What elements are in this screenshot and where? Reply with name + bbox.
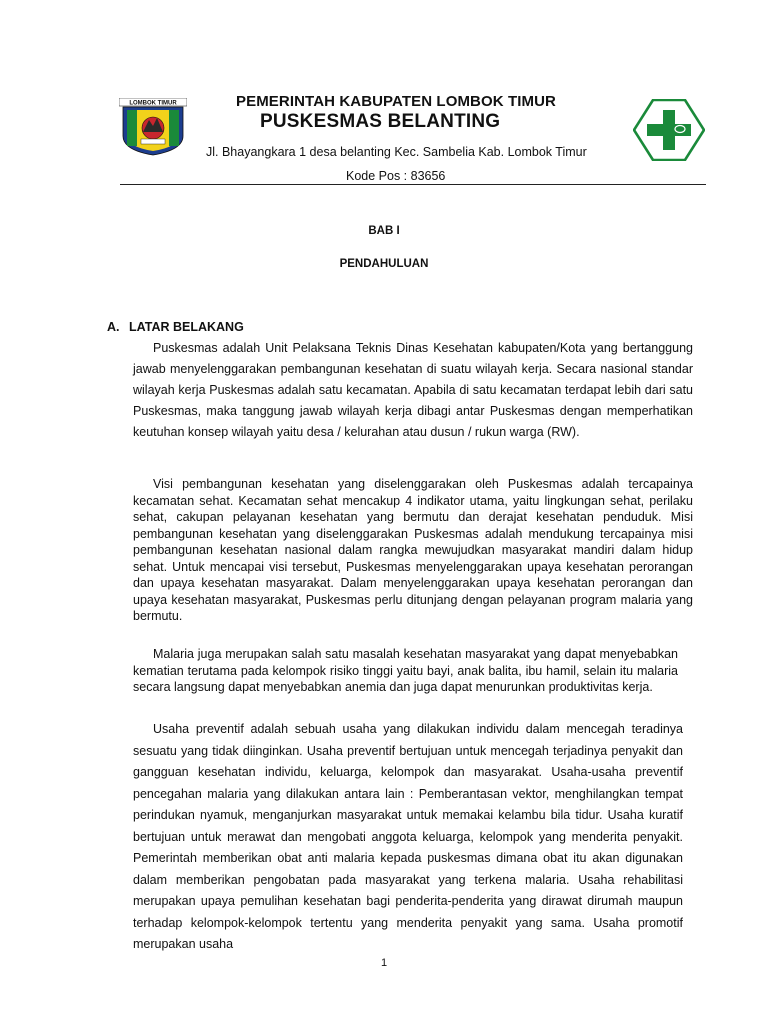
chapter-title: PENDAHULUAN (339, 258, 429, 270)
logo-caption: LOMBOK TIMUR (129, 100, 177, 107)
paragraph-text: Malaria juga merupakan salah satu masalah kesehatan masyarakat yang dapat menyebabkan kematian terutama pada kelompok risiko tinggi yaitu bayi, anak balita, ibu hamil, selain itu malaria secara langsung dapat menyebabkan anemia dan juga dapat menurunkan produktivitas kerja. (133, 647, 678, 694)
header-postal-code: Kode Pos : 83656 (346, 169, 446, 183)
paragraph-2 (133, 476, 693, 625)
paragraph-text: Visi pembangunan kesehatan yang diselenggarakan oleh Puskesmas adalah tercapainya kecamatan sehat. Kecamatan sehat mencakup 4 indikator utama, yaitu lingkungan sehat, perilaku sehat, cakupan pelayanan kesehatan yang bermutu dan derajat kesehatan penduduk. Misi pembangunan kesehatan yang diselenggarakan Puskesmas adalah mendukung tercapainya misi pembangunan kesehatan nasional dalam rangka mewujudkan masyarakat mandiri dalam hidup sehat. Untuk mencapai visi tersebut, Puskesmas menyelenggarakan upaya kesehatan perorangan dan upaya kesehatan masyarakat. Dalam menyelenggarakan upaya kesehatan perorangan dan upaya kesehatan masyarakat, Puskesmas perlu ditunjang dengan pelayanan program malaria yang bermutu. (133, 477, 693, 623)
section-heading (107, 320, 244, 334)
header-address: Jl. Bhayangkara 1 desa belanting Kec. Sambelia Kab. Lombok Timur (206, 145, 587, 159)
paragraph-4 (133, 719, 683, 956)
page-number: 1 (380, 957, 388, 969)
lombok-timur-logo (119, 98, 187, 156)
paragraph-text: Puskesmas adalah Unit Pelaksana Teknis Dinas Kesehatan kabupaten/Kota yang bertanggung jawab menyelenggarakan pembangunan kesehatan di suatu wilayah kerja. Secara nasional standar wilayah kerja Puskesmas adalah satu kecamatan. Apabila di satu kecamatan terdapat lebih dari satu Puskesmas, maka tanggung jawab wilayah kerja dibagi antar Puskesmas dengan memperhatikan keutuhan konsep wilayah yaitu desa / kelurahan atau dusun / rukun warga (RW). (133, 341, 693, 439)
section-letter: A. (107, 320, 120, 334)
paragraph-text: Usaha preventif adalah sebuah usaha yang dilakukan individu dalam mencegah teradinya sesuatu yang tidak diinginkan. Usaha preventif bertujuan untuk mencegah terjadinya penyakit dan gangguan kesehatan individu, keluarga, kelompok dan masyarakat. Usaha-usaha preventif pencegahan malaria yang dilakukan antara lain : Pemberantasan vektor, menghilangkan tempat perindukan nyamuk, menganjurkan masyarakat untuk memakai kelambu bila tidur. Usaha kuratif bertujuan untuk merawat dan mengobati anggota keluarga, kelompok yang menderita penyakit. Pemerintah memberikan obat anti malaria kepada puskesmas dimana obat itu akan digunakan dalam memberikan pengobatan pada masyarakat yang terkena malaria. Usaha rehabilitasi merupakan upaya pemulihan kesehatan bagi penderita-penderita yang dirawat dirumah maupun terhadap kelompok-kelompok tertentu yang menderita penyakit yang sama. Usaha promotif merupakan usaha (133, 722, 683, 951)
header-divider (120, 184, 706, 185)
puskesmas-cross-icon (633, 99, 705, 161)
header-organization: PEMERINTAH KABUPATEN LOMBOK TIMUR (236, 93, 556, 110)
paragraph-1 (133, 338, 693, 443)
chapter-number: BAB I (368, 225, 400, 237)
paragraph-3 (133, 646, 678, 696)
header-institution-name: PUSKESMAS BELANTING (260, 111, 501, 132)
section-title: LATAR BELAKANG (129, 320, 244, 334)
